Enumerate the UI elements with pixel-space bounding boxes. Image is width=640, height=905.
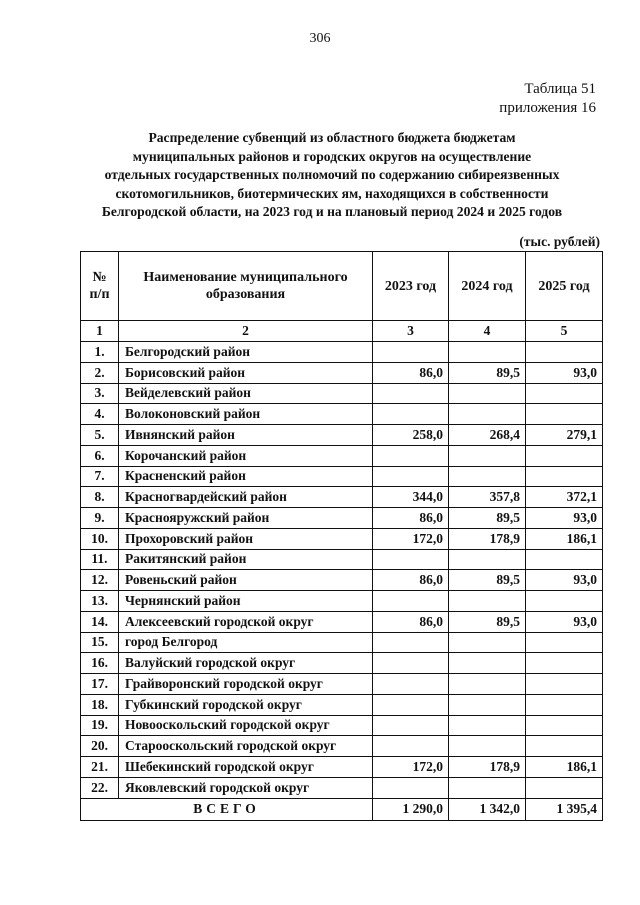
- table-row: [81, 715, 603, 736]
- table-row: [81, 570, 603, 591]
- row-number: 1.: [81, 342, 119, 363]
- value-2024: [449, 715, 526, 736]
- table-row: [81, 487, 603, 508]
- header-2025: 2025 год: [526, 252, 603, 321]
- row-number: 4.: [81, 404, 119, 425]
- value-2023: [373, 674, 449, 695]
- value-2025: [526, 383, 603, 404]
- value-2024: [449, 736, 526, 757]
- table-row: [81, 549, 603, 570]
- value-2024: 178,9: [449, 528, 526, 549]
- table-row: [81, 653, 603, 674]
- header-2023: 2023 год: [373, 252, 449, 321]
- column-index: 1: [81, 321, 119, 342]
- value-2024: [449, 694, 526, 715]
- table-row: [81, 362, 603, 383]
- row-number: 19.: [81, 715, 119, 736]
- municipality-name: Шебекинский городской округ: [119, 757, 373, 778]
- municipality-name: Губкинский городской округ: [119, 694, 373, 715]
- column-index: 4: [449, 321, 526, 342]
- municipality-name: Алексеевский городской округ: [119, 611, 373, 632]
- row-number: 22.: [81, 777, 119, 798]
- row-number: 9.: [81, 508, 119, 529]
- value-2025: [526, 715, 603, 736]
- value-2025: [526, 445, 603, 466]
- value-2025: 93,0: [526, 362, 603, 383]
- column-index: 2: [119, 321, 373, 342]
- column-index: 5: [526, 321, 603, 342]
- table-row: [81, 632, 603, 653]
- value-2024: 268,4: [449, 425, 526, 446]
- value-2023: 172,0: [373, 757, 449, 778]
- value-2025: 186,1: [526, 757, 603, 778]
- value-2025: [526, 736, 603, 757]
- municipality-name: Старооскольский городской округ: [119, 736, 373, 757]
- table-ref-line2: приложения 16: [499, 100, 596, 116]
- value-2024: [449, 549, 526, 570]
- municipality-name: Прохоровский район: [119, 528, 373, 549]
- total-2023: 1 290,0: [373, 798, 449, 820]
- value-2025: [526, 466, 603, 487]
- municipality-name: Вейделевский район: [119, 383, 373, 404]
- header-name: Наименование муниципального образования: [119, 252, 373, 321]
- row-number: 17.: [81, 674, 119, 695]
- table-row: [81, 383, 603, 404]
- value-2025: [526, 632, 603, 653]
- municipality-name: Ровеньский район: [119, 570, 373, 591]
- title-line: муниципальных районов и городских округов на осуществление: [132, 148, 532, 164]
- value-2023: 344,0: [373, 487, 449, 508]
- total-label: ВСЕГО: [81, 798, 373, 820]
- municipality-name: Корочанский район: [119, 445, 373, 466]
- value-2024: [449, 591, 526, 612]
- document-title: [60, 129, 604, 222]
- value-2025: 93,0: [526, 611, 603, 632]
- table-ref-line1: Таблица 51: [524, 81, 596, 97]
- table-row: [81, 508, 603, 529]
- table-row: [81, 404, 603, 425]
- municipality-name: Волоконовский район: [119, 404, 373, 425]
- row-number: 15.: [81, 632, 119, 653]
- value-2025: [526, 549, 603, 570]
- municipality-name: Красненский район: [119, 466, 373, 487]
- municipality-name: Ивнянский район: [119, 425, 373, 446]
- header-no: № п/п: [81, 252, 119, 321]
- value-2023: [373, 632, 449, 653]
- value-2024: [449, 445, 526, 466]
- row-number: 18.: [81, 694, 119, 715]
- value-2024: [449, 466, 526, 487]
- value-2023: 258,0: [373, 425, 449, 446]
- value-2023: [373, 445, 449, 466]
- municipality-name: Краснояружский район: [119, 508, 373, 529]
- value-2023: [373, 736, 449, 757]
- value-2023: 86,0: [373, 611, 449, 632]
- value-2023: [373, 694, 449, 715]
- value-2024: 89,5: [449, 362, 526, 383]
- title-line: Белгородской области, на 2023 год и на плановый период 2024 и 2025 годов: [101, 204, 563, 219]
- value-2023: [373, 466, 449, 487]
- value-2025: [526, 342, 603, 363]
- column-index: 3: [373, 321, 449, 342]
- value-2023: 86,0: [373, 362, 449, 383]
- municipality-name: Яковлевский городской округ: [119, 777, 373, 798]
- value-2023: [373, 653, 449, 674]
- row-number: 21.: [81, 757, 119, 778]
- row-number: 11.: [81, 549, 119, 570]
- value-2023: [373, 383, 449, 404]
- value-2023: 86,0: [373, 508, 449, 529]
- value-2024: [449, 653, 526, 674]
- row-number: 7.: [81, 466, 119, 487]
- table-row: [81, 674, 603, 695]
- title-line: скотомогильников, биотермических ям, находящихся в собственности: [115, 185, 549, 201]
- table-row: [81, 694, 603, 715]
- column-index-row: [81, 321, 603, 342]
- municipality-name: город Белгород: [119, 632, 373, 653]
- units-label: (тыс. рублей): [519, 234, 600, 249]
- municipality-name: Борисовский район: [119, 362, 373, 383]
- table-row: [81, 445, 603, 466]
- table-row: [81, 777, 603, 798]
- table-row: [81, 757, 603, 778]
- value-2025: [526, 694, 603, 715]
- row-number: 2.: [81, 362, 119, 383]
- table-body: [81, 342, 603, 799]
- table-row: [81, 591, 603, 612]
- municipality-name: Белгородский район: [119, 342, 373, 363]
- value-2024: [449, 383, 526, 404]
- value-2024: 178,9: [449, 757, 526, 778]
- total-2024: 1 342,0: [449, 798, 526, 820]
- value-2024: 89,5: [449, 570, 526, 591]
- value-2023: [373, 549, 449, 570]
- row-number: 14.: [81, 611, 119, 632]
- value-2025: 279,1: [526, 425, 603, 446]
- table-row: [81, 736, 603, 757]
- value-2024: [449, 342, 526, 363]
- table-row: [81, 466, 603, 487]
- value-2024: 357,8: [449, 487, 526, 508]
- row-number: 16.: [81, 653, 119, 674]
- value-2023: 172,0: [373, 528, 449, 549]
- value-2024: [449, 404, 526, 425]
- total-row: [81, 798, 603, 820]
- row-number: 8.: [81, 487, 119, 508]
- municipality-name: Грайворонский городской округ: [119, 674, 373, 695]
- value-2025: [526, 404, 603, 425]
- row-number: 13.: [81, 591, 119, 612]
- value-2023: [373, 404, 449, 425]
- table-row: [81, 342, 603, 363]
- value-2024: 89,5: [449, 508, 526, 529]
- total-2025: 1 395,4: [526, 798, 603, 820]
- row-number: 5.: [81, 425, 119, 446]
- municipality-name: Валуйский городской округ: [119, 653, 373, 674]
- row-number: 20.: [81, 736, 119, 757]
- row-number: 6.: [81, 445, 119, 466]
- value-2023: 86,0: [373, 570, 449, 591]
- table-row: [81, 611, 603, 632]
- value-2024: [449, 777, 526, 798]
- value-2025: 372,1: [526, 487, 603, 508]
- value-2023: [373, 777, 449, 798]
- value-2025: 93,0: [526, 570, 603, 591]
- subvention-table: [80, 251, 603, 821]
- value-2025: [526, 653, 603, 674]
- table-row: [81, 425, 603, 446]
- value-2023: [373, 591, 449, 612]
- municipality-name: Красногвардейский район: [119, 487, 373, 508]
- row-number: 3.: [81, 383, 119, 404]
- municipality-name: Чернянский район: [119, 591, 373, 612]
- value-2025: 93,0: [526, 508, 603, 529]
- municipality-name: Новооскольский городской округ: [119, 715, 373, 736]
- value-2024: 89,5: [449, 611, 526, 632]
- value-2025: [526, 674, 603, 695]
- value-2025: 186,1: [526, 528, 603, 549]
- title-line: отдельных государственных полномочий по содержанию сибиреязвенных: [104, 167, 560, 182]
- value-2023: [373, 342, 449, 363]
- table-header-row: [81, 252, 603, 321]
- table-reference: [499, 80, 596, 118]
- value-2025: [526, 777, 603, 798]
- header-2024: 2024 год: [449, 252, 526, 321]
- table-row: [81, 528, 603, 549]
- municipality-name: Ракитянский район: [119, 549, 373, 570]
- row-number: 12.: [81, 570, 119, 591]
- title-line: Распределение субвенций из областного бюджета бюджетам: [148, 130, 516, 145]
- value-2024: [449, 674, 526, 695]
- value-2025: [526, 591, 603, 612]
- page-number: 306: [309, 31, 331, 46]
- value-2024: [449, 632, 526, 653]
- row-number: 10.: [81, 528, 119, 549]
- value-2023: [373, 715, 449, 736]
